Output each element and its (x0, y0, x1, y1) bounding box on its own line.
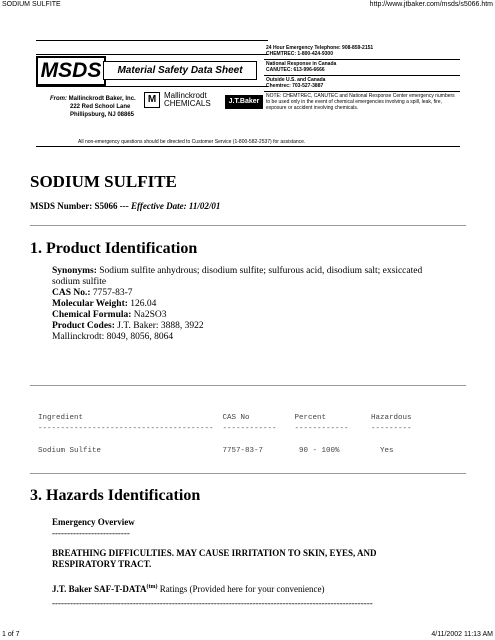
emergency-overview-rule: -------------------------- (52, 528, 130, 538)
synonyms-row (52, 266, 452, 288)
msds-subtitle: Material Safety Data Sheet (103, 61, 257, 80)
outside-chemtrec-line: Chemtrec: 703-527-3887 (266, 83, 324, 89)
from-address (50, 95, 136, 119)
cas-row (52, 288, 452, 299)
banner-rule-bottom (36, 146, 460, 147)
formula-row (52, 310, 452, 321)
mallinckrodt-logo (144, 92, 211, 108)
molecular-weight-value: 126.04 (130, 299, 157, 309)
section-divider (30, 473, 466, 474)
from-company: Mallinckrodt Baker, Inc. (68, 96, 136, 102)
saf-t-data-rule: ----------------------------------------------------------------------------------------------------------- (52, 598, 373, 608)
banner-rule (36, 54, 268, 55)
saf-t-data-label: J.T. Baker SAF-T-DATA (52, 584, 147, 594)
synonyms-label: Synonyms: (52, 266, 97, 276)
mallinckrodt-mark-icon: M (144, 92, 160, 108)
product-codes-row (52, 321, 452, 332)
saf-t-data-heading (52, 584, 324, 594)
emergency-phone-line: 24 Hour Emergency Telephone: 908-859-2151 (266, 45, 374, 51)
msds-number-label: MSDS Number: (30, 201, 93, 211)
ingredients-row: Sodium Sulfite 7757-83-7 90 - 100% Yes (38, 447, 394, 455)
product-codes-value: J.T. Baker: 3888, 3922 (117, 321, 204, 331)
banner-rule-top (36, 40, 268, 41)
print-header-title: SODIUM SULFITE (2, 1, 61, 8)
print-footer (2, 631, 493, 638)
cas-label: CAS No.: (52, 288, 91, 298)
emergency-contacts (264, 44, 460, 112)
canada-label: National Response in Canada (266, 61, 337, 67)
emergency-phone (264, 44, 460, 60)
chemtrec-line: CHEMTREC: 1-800-424-9300 (266, 51, 333, 57)
canada-contact (264, 60, 460, 76)
from-label: From: (50, 96, 67, 102)
page-count: 1 of 7 (2, 631, 20, 638)
from-street: 222 Red School Lane (70, 104, 131, 110)
jtbaker-logo: J.T.Baker (225, 95, 263, 109)
formula-label: Chemical Formula: (52, 310, 132, 320)
product-identification (52, 266, 452, 343)
molecular-weight-label: Molecular Weight: (52, 299, 128, 309)
formula-value: Na2SO3 (133, 310, 167, 320)
section-heading-hazards: 3. Hazards Identification (30, 487, 201, 504)
emergency-overview-label: Emergency Overview (52, 517, 135, 527)
cas-value: 7757-83-7 (92, 288, 133, 298)
saf-t-data-tm: (tm) (146, 584, 158, 590)
hazard-warning: BREATHING DIFFICULTIES. MAY CAUSE IRRITATION TO SKIN, EYES, AND RESPIRATORY TRACT. (52, 548, 377, 569)
section-divider (30, 385, 466, 386)
print-header-url: http://www.jtbaker.com/msds/s5066.htm (369, 1, 493, 8)
outside-contact (264, 76, 460, 92)
molecular-weight-row (52, 299, 452, 310)
mallinckrodt-codes: Mallinckrodt: 8049, 8056, 8064 (52, 332, 174, 342)
canutec-line: CANUTEC: 613-996-6666 (266, 67, 325, 73)
section-heading-product-id: 1. Product Identification (30, 240, 198, 257)
emergency-note: NOTE: CHEMTREC, CANUTEC and National Response Center emergency numbers to be used only in the event of chemical emergencies involving a spill, leak, fire, exposure or accident involving chemicals. (266, 93, 455, 111)
product-codes-label: Product Codes: (52, 321, 115, 331)
section-divider (30, 225, 466, 226)
from-city: Phillipsburg, NJ 08865 (70, 112, 135, 118)
msds-number-value: S5066 (94, 201, 118, 211)
page-title: SODIUM SULFITE (30, 172, 177, 191)
ingredients-header: Ingredient CAS No Percent Hazardous (38, 414, 412, 422)
banner-rule (36, 86, 268, 87)
print-timestamp: 4/11/2002 11:13 AM (431, 631, 493, 638)
mallinckrodt-chemicals: CHEMICALS (164, 99, 211, 108)
saf-t-data-suffix: Ratings (Provided here for your convenience) (157, 584, 325, 594)
msds-number (30, 201, 220, 211)
msds-banner (28, 40, 468, 152)
non-emergency-note: All non-emergency questions should be directed to Customer Service (1-800-582-2537) for assistance. (78, 139, 306, 145)
synonyms-value: Sodium sulfite anhydrous; disodium sulfite; sulfurous acid, disodium salt; exsiccated sodium sulfite (52, 266, 423, 287)
ingredients-table (38, 413, 412, 457)
effective-date: Effective Date: 11/02/01 (131, 201, 221, 211)
msds-number-sep: --- (119, 201, 129, 211)
print-header (2, 1, 493, 8)
outside-label: Outside U.S. and Canada (266, 77, 326, 83)
msds-logo: MSDS (36, 56, 106, 86)
mallinckrodt-name: Mallinckrodt (164, 91, 207, 100)
ingredients-rule: --------------------------------------- ------------ ------------ --------- (38, 425, 412, 433)
